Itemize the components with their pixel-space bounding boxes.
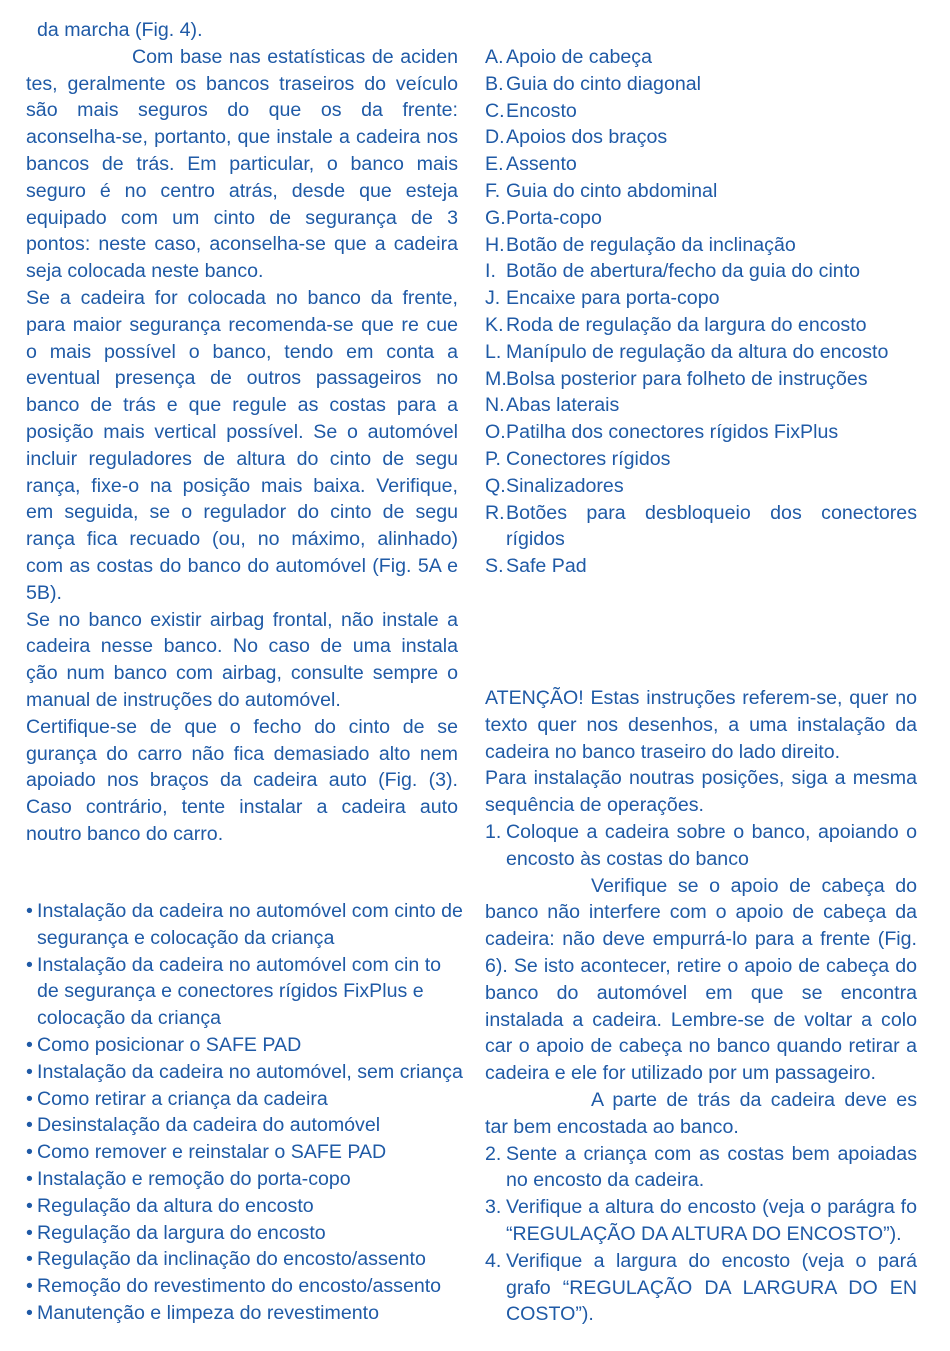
list-item: • Como remover e reinstalar o SAFE PAD	[26, 1141, 387, 1164]
parts-item: N. Abas laterais	[485, 394, 620, 417]
list-item: • Como posicionar o SAFE PAD	[26, 1033, 302, 1056]
parts-item: C. Encosto	[485, 99, 577, 122]
paragraph-continuation: da marcha (Fig. 4).	[37, 19, 203, 41]
parts-item: A. Apoio de cabeça	[485, 46, 652, 68]
step-item: 2. Sente a criança com as costas bem apoiadas no encosto da cadeira.	[485, 1142, 917, 1192]
paragraph-belt-buckle: Certifique-se de que o fecho do cinto de se gurança do carro não fica demasiado alto nem apoiado nos braços da cadeira auto (Fig. (3). Caso contrário, tente instalar a cadeira auto noutro banco do carro.	[26, 715, 458, 845]
parts-item: S. Safe Pad	[485, 555, 587, 578]
parts-item: H. Botão de regulação da inclinação	[485, 233, 796, 256]
paragraph-rear-seats: Com base nas estatísticas de aciden tes, geralmente os bancos traseiros do veículo são mais seguros do que os da frente: aconselha-se, portanto, que instale a cadeira nos bancos de trás. Em particular, o banco mais seguro é no centro atrás, desde que esteja equipado com um cinto de segurança de 3 pontos: neste caso, aconselha-se que a cadeira seja colocada neste banco.	[26, 45, 458, 283]
step-item: 1. Coloque a cadeira sobre o banco, apoiando o encosto às costas do banco	[485, 820, 917, 870]
parts-item: O. Patilha dos conectores rígidos FixPlus	[485, 421, 839, 444]
list-item: • Instalação da cadeira no automóvel com cin to de segurança e conectores rígidos FixPlus e colocação da criança	[26, 953, 442, 1030]
list-item: • Instalação da cadeira no automóvel, sem criança	[26, 1060, 463, 1083]
parts-list	[485, 44, 917, 580]
left-column	[26, 17, 458, 848]
step-item: 4. Verifique a largura do encosto (veja o pará grafo “REGULAÇÃO DA LARGURA DO EN COSTO”).	[485, 1249, 917, 1326]
parts-item: L. Manípulo de regulação da altura do encosto	[485, 340, 889, 363]
parts-item: F. Guia do cinto abdominal	[485, 179, 718, 202]
paragraph-front-seat: Se a cadeira for colocada no banco da frente, para maior segurança recomenda-se que re cue o mais possível o banco, tendo em conta a eventual presença de outros passageiros no banco de trás e que regule as costas para a posição mais vertical possível. Se o automóvel incluir reguladores de altura do cinto de segu rança, fixe-o na posição mais baixa. Verifique, em seguida, se o regulador do cinto de segu rança fica recuado (ou, no máximo, alinhado) com as costas do banco do automóvel (Fig. 5A e 5B).	[26, 286, 458, 604]
list-item: • Instalação da cadeira no automóvel com cinto de segurança e colocação da criança	[26, 900, 463, 949]
list-item: • Regulação da largura do encosto	[26, 1221, 326, 1244]
note-headrest: Verifique se o apoio de cabeça do banco não interfere com o apoio de cabeça da cadeira: não deve empurrá-lo para a frente (Fig. 6). Se isto acontecer, retire o apoio de cabeça do banco do automóvel em que se encontra instalada a cadeira. Lembre-se de voltar a colo car o apoio de cabeça no banco quando retirar a cadeira e ele for utilizado por um passageiro.	[485, 874, 917, 1085]
parts-item: K. Roda de regulação da largura do encosto	[485, 313, 867, 336]
parts-item: M. Bolsa posterior para folheto de instruções	[485, 367, 868, 390]
parts-item: E. Assento	[485, 153, 577, 176]
list-item: • Manutenção e limpeza do revestimento	[26, 1301, 379, 1324]
parts-item: J. Encaixe para porta-copo	[485, 287, 720, 310]
parts-item: I. Botão de abertura/fecho da guia do cinto	[485, 260, 861, 283]
note-backrest: A parte de trás da cadeira deve es tar bem encostada ao banco.	[485, 1088, 917, 1138]
list-item: • Remoção do revestimento do encosto/assento	[26, 1275, 442, 1298]
parts-item: Q. Sinalizadores	[485, 474, 624, 497]
parts-item: P. Conectores rígidos	[485, 447, 671, 470]
list-item: • Como retirar a criança da cadeira	[26, 1087, 328, 1110]
parts-item: R. Botões para desbloqueio dos conectores rígidos	[485, 501, 917, 551]
step-item: 3. Verifique a altura do encosto (veja o parágra fo “REGULAÇÃO DA ALTURA DO ENCOSTO”).	[485, 1196, 917, 1245]
other-positions-text: Para instalação noutras posições, siga a mesma sequência de operações.	[485, 767, 917, 817]
installation-instructions	[485, 685, 917, 1328]
parts-item: B. Guia do cinto diagonal	[485, 72, 701, 95]
warning-text: ATENÇÃO! Estas instruções referem-se, quer no texto quer nos desenhos, a uma instalação da cadeira no banco traseiro do lado direito.	[485, 687, 917, 763]
list-item: • Regulação da altura do encosto	[26, 1194, 314, 1217]
contents-list	[26, 898, 466, 1327]
list-item: • Instalação e remoção do porta-copo	[26, 1167, 351, 1190]
parts-item: D. Apoios dos braços	[485, 126, 668, 149]
list-item: • Desinstalação da cadeira do automóvel	[26, 1114, 381, 1137]
list-item: • Regulação da inclinação do encosto/assento	[26, 1248, 426, 1271]
parts-item: G. Porta-copo	[485, 206, 602, 229]
paragraph-airbag: Se no banco existir airbag frontal, não instale a cadeira nesse banco. No caso de uma instala ção num banco com airbag, consulte sempre o manual de instruções do automóvel.	[26, 608, 458, 711]
